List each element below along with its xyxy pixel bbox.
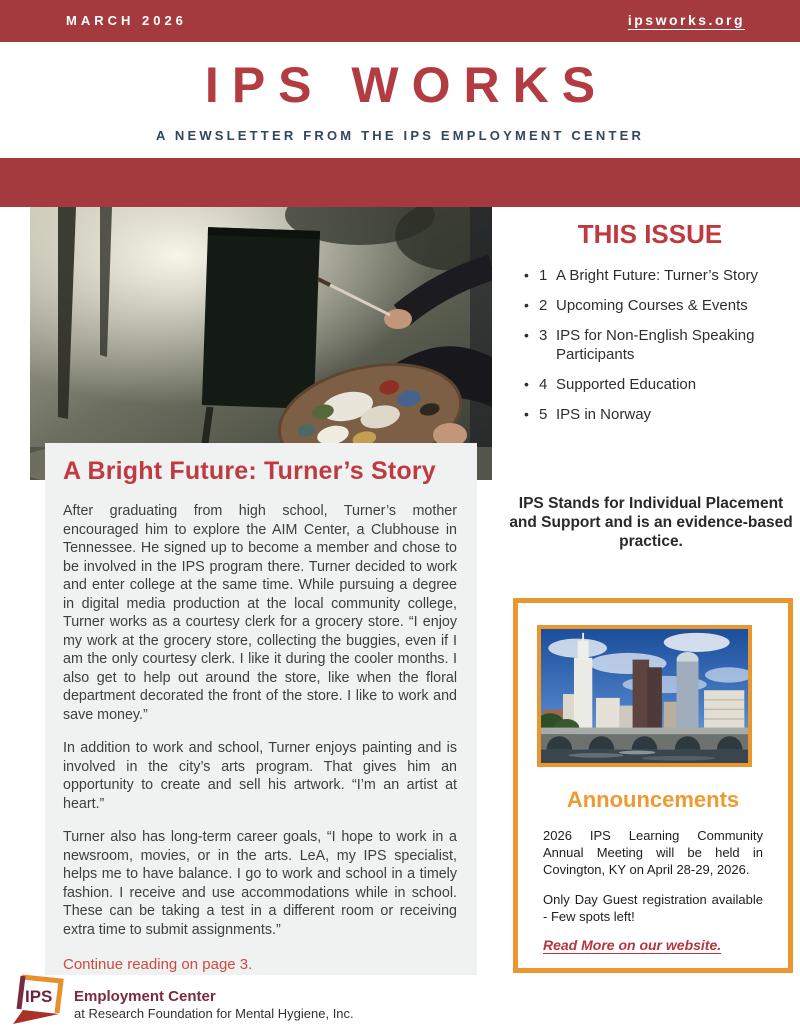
announcements-box: [513, 598, 793, 973]
footer-org-subtitle: at Research Foundation for Mental Hygiene, Inc.: [74, 1006, 354, 1021]
article-paragraph: After graduating from high school, Turner’s mother encouraged him to explore the AIM Center, a Clubhouse in Tennessee. He signed up to become a member and chose to be involved in the IPS program there. Turner decided to work and enter college at the same time. While pursuing a degree in digital media production at the local community college, Turner works as a courtesy clerk for a grocery store. “I enjoy my work at the grocery store, collecting the buggies, even if I am the only courtesy clerk. I like it during the cooler months. I also get to help out around the store, like when the floral department decorated the front of the store. I like to work and save money.”: [63, 503, 457, 723]
masthead: [0, 42, 800, 158]
bullet-icon: •: [524, 327, 529, 343]
article-paragraph: Turner also has long-term career goals, “I hope to work in a newsroom, movies, or in the arts. LeA, my IPS specialist, helps me to have balance. I go to work and school in a timely fashion. I receive and use accommodations while in school. These can be taking a test in a different room or receiving extra time to submit assignments.”: [63, 829, 457, 938]
continue-reading-link[interactable]: Continue reading on page 3.: [63, 956, 253, 973]
bullet-icon: •: [524, 376, 529, 392]
table-of-contents: [524, 266, 792, 435]
list-item: • 5 IPS in Norway: [524, 406, 652, 423]
skyline-photo: [537, 625, 752, 767]
ips-logo: [8, 974, 70, 1026]
list-item: • 1 A Bright Future: Turner’s Story: [524, 267, 759, 284]
feature-article: [45, 443, 477, 975]
svg-text:IPS: IPS: [25, 987, 53, 1006]
footer-org-name: Employment Center: [74, 988, 216, 1005]
article-paragraph: In addition to work and school, Turner enjoys painting and is involved in the city’s arts program. That gives him an opportunity to create and sell his artwork. “I’m an artist at heart.”: [63, 740, 457, 812]
ips-logo-icon: [8, 974, 70, 1026]
website-link[interactable]: ipsworks.org: [627, 12, 745, 28]
list-item: • 4 Supported Education: [524, 376, 697, 393]
announcements-heading: Announcements: [566, 787, 740, 812]
bullet-icon: •: [524, 297, 529, 313]
red-divider-band: [0, 158, 800, 207]
ips-tagline: IPS Stands for Individual Placement and Support and is an evidence-based practice.: [509, 494, 793, 550]
skyline-photo-illustration: [541, 629, 748, 763]
announcement-text: Only Day Guest registration available - Few spots left!: [543, 892, 763, 924]
issue-date: MARCH 2026: [66, 13, 187, 28]
painting-photo: [30, 207, 492, 480]
announcement-text: 2026 IPS Learning Community Annual Meeting will be held in Covington, KY on April 28-29, 2026.: [543, 828, 763, 877]
bullet-icon: •: [524, 267, 529, 283]
painting-photo-illustration: [30, 207, 492, 480]
list-item: • 3 IPS for Non-English Speaking Participants: [524, 327, 755, 363]
bullet-icon: •: [524, 406, 529, 422]
top-bar: [0, 0, 800, 42]
this-issue-heading: THIS ISSUE: [577, 219, 723, 249]
newsletter-title: IPS WORKS: [204, 57, 609, 113]
read-more-link[interactable]: Read More on our website.: [543, 937, 722, 953]
article-title: A Bright Future: Turner’s Story: [63, 457, 436, 485]
newsletter-subtitle: A NEWSLETTER FROM THE IPS EMPLOYMENT CENTER: [155, 128, 645, 143]
list-item: • 2 Upcoming Courses & Events: [524, 297, 748, 314]
